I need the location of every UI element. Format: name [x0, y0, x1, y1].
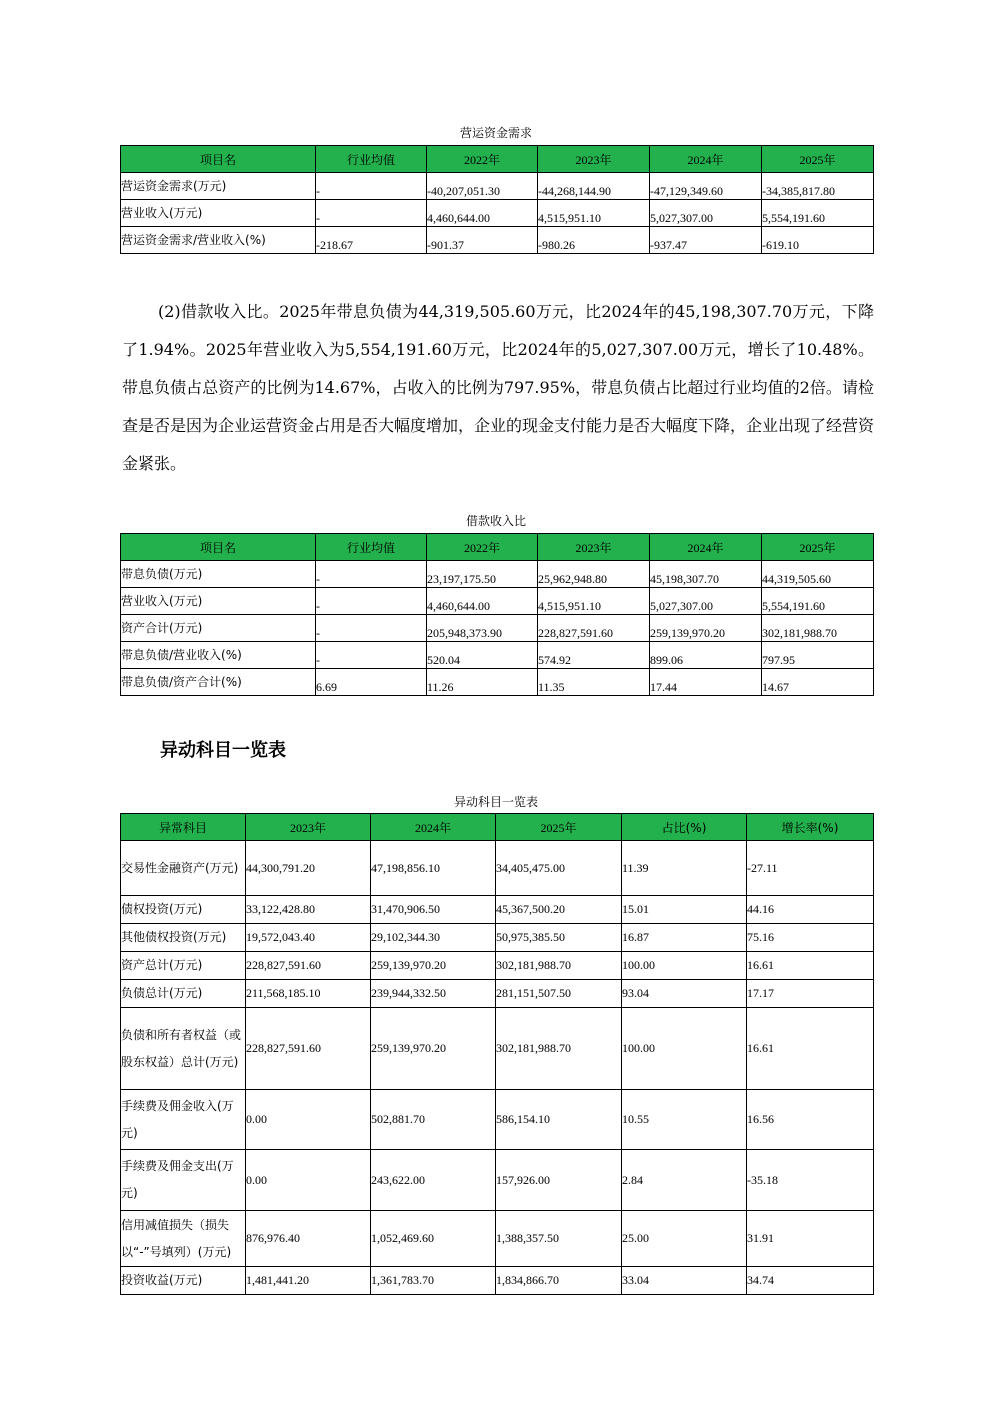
cell-value: 17.17 [747, 980, 874, 1008]
cell-value: 17.44 [650, 669, 762, 696]
cell-value: 11.39 [622, 841, 747, 896]
cell-value: 1,052,469.60 [371, 1211, 496, 1267]
table-row [121, 980, 874, 1008]
table-row [121, 1211, 874, 1267]
cell-value: 228,827,591.60 [538, 615, 650, 642]
cell-value: 899.06 [650, 642, 762, 669]
table-row [121, 227, 874, 254]
table-row [121, 896, 874, 924]
table-row [121, 669, 874, 696]
cell-value: 5,027,307.00 [650, 588, 762, 615]
cell-value: 50,975,385.50 [496, 924, 622, 952]
cell-value: 0.00 [246, 1090, 371, 1150]
cell-value: 259,139,970.20 [650, 615, 762, 642]
cell-value: 14.67 [762, 669, 874, 696]
col-header-share: 占比(%) [622, 814, 747, 841]
row-label: 营运资金需求/营业收入(%) [121, 227, 316, 254]
col-header-2024: 2024年 [650, 146, 762, 173]
table-row [121, 200, 874, 227]
paragraph-text: (2)借款收入比。2025年带息负债为44,319,505.60万元，比2024年的45,198,307.70万元，下降了1.94%。2025年营业收入为5,554,191.60万元，比2024年的5,027,307.00万元，增长了10.48%。带息负债占总资产的比例为14.67%，占收入的比例为797.95%，带息负债占比超过行业均值的2倍。请检查是否是因为企业运营资金占用是否大幅度增加，企业的现金支付能力是否大幅度下降，企业出现了经营资金紧张。 [122, 302, 875, 473]
debt-revenue-table [120, 533, 874, 696]
cell-value: 16.61 [747, 1008, 874, 1090]
cell-value: 2.84 [622, 1150, 747, 1211]
cell-value: 33.04 [622, 1267, 747, 1295]
col-header-growth: 增长率(%) [747, 814, 874, 841]
cell-value: 16.87 [622, 924, 747, 952]
cell-value: - [316, 200, 427, 227]
cell-value: 44.16 [747, 896, 874, 924]
cell-value: - [316, 615, 427, 642]
cell-value: 5,554,191.60 [762, 200, 874, 227]
cell-value: 797.95 [762, 642, 874, 669]
row-label: 资产合计(万元) [121, 615, 316, 642]
table-row [121, 615, 874, 642]
analysis-paragraph [122, 293, 874, 483]
cell-value: 6.69 [316, 669, 427, 696]
col-header-2025: 2025年 [762, 534, 874, 561]
cell-value: 93.04 [622, 980, 747, 1008]
cell-value: 1,361,783.70 [371, 1267, 496, 1295]
cell-value: -47,129,349.60 [650, 173, 762, 200]
cell-value: 44,319,505.60 [762, 561, 874, 588]
cell-value: 4,460,644.00 [427, 200, 538, 227]
table2-caption: 借款收入比 [465, 514, 526, 528]
cell-value: - [316, 173, 427, 200]
table-row [121, 173, 874, 200]
row-label: 手续费及佣金支出(万元) [121, 1150, 246, 1211]
cell-value: -35.18 [747, 1150, 874, 1211]
row-label: 手续费及佣金收入(万元) [121, 1090, 246, 1150]
cell-value: 586,154.10 [496, 1090, 622, 1150]
cell-value: 31,470,906.50 [371, 896, 496, 924]
cell-value: 302,181,988.70 [762, 615, 874, 642]
cell-value: 157,926.00 [496, 1150, 622, 1211]
table-row [121, 1008, 874, 1090]
cell-value: 0.00 [246, 1150, 371, 1211]
col-header-2023: 2023年 [538, 146, 650, 173]
cell-value: 29,102,344.30 [371, 924, 496, 952]
table-row [121, 1090, 874, 1150]
cell-value: 4,460,644.00 [427, 588, 538, 615]
cell-value: 502,881.70 [371, 1090, 496, 1150]
cell-value: -44,268,144.90 [538, 173, 650, 200]
cell-value: 10.55 [622, 1090, 747, 1150]
col-header-item: 项目名 [121, 534, 316, 561]
cell-value: -218.67 [316, 227, 427, 254]
col-header-2023: 2023年 [538, 534, 650, 561]
cell-value: 45,198,307.70 [650, 561, 762, 588]
cell-value: 5,027,307.00 [650, 200, 762, 227]
col-header-industry-avg: 行业均值 [316, 534, 427, 561]
cell-value: -34,385,817.80 [762, 173, 874, 200]
row-label: 带息负债/资产合计(%) [121, 669, 316, 696]
cell-value: 211,568,185.10 [246, 980, 371, 1008]
cell-value: 15.01 [622, 896, 747, 924]
col-header-2024: 2024年 [371, 814, 496, 841]
row-label: 投资收益(万元) [121, 1267, 246, 1295]
cell-value: 16.61 [747, 952, 874, 980]
cell-value: 19,572,043.40 [246, 924, 371, 952]
row-label: 资产总计(万元) [121, 952, 246, 980]
cell-value: 33,122,428.80 [246, 896, 371, 924]
table-row [121, 1150, 874, 1211]
cell-value: 5,554,191.60 [762, 588, 874, 615]
table1-caption: 营运资金需求 [459, 126, 532, 140]
cell-value: -901.37 [427, 227, 538, 254]
cell-value: 23,197,175.50 [427, 561, 538, 588]
cell-value: -980.26 [538, 227, 650, 254]
section-heading: 异动科目一览表 [160, 740, 286, 761]
cell-value: -937.47 [650, 227, 762, 254]
col-header-2025: 2025年 [762, 146, 874, 173]
cell-value: 259,139,970.20 [371, 1008, 496, 1090]
cell-value: 302,181,988.70 [496, 1008, 622, 1090]
row-label: 营业收入(万元) [121, 200, 316, 227]
cell-value: 31.91 [747, 1211, 874, 1267]
col-header-2022: 2022年 [427, 146, 538, 173]
cell-value: 228,827,591.60 [246, 1008, 371, 1090]
table-row [121, 841, 874, 896]
table-row [121, 561, 874, 588]
cell-value: 1,834,866.70 [496, 1267, 622, 1295]
cell-value: 876,976.40 [246, 1211, 371, 1267]
cell-value: 281,151,507.50 [496, 980, 622, 1008]
row-label: 带息负债/营业收入(%) [121, 642, 316, 669]
cell-value: 47,198,856.10 [371, 841, 496, 896]
table-row [121, 952, 874, 980]
col-header-2023: 2023年 [246, 814, 371, 841]
cell-value: 520.04 [427, 642, 538, 669]
header-row [121, 146, 874, 173]
cell-value: 259,139,970.20 [371, 952, 496, 980]
col-header-item: 异常科目 [121, 814, 246, 841]
row-label: 信用减值损失（损失以“-”号填列）(万元) [121, 1211, 246, 1267]
cell-value: - [316, 642, 427, 669]
row-label: 其他债权投资(万元) [121, 924, 246, 952]
cell-value: 1,481,441.20 [246, 1267, 371, 1295]
cell-value: - [316, 561, 427, 588]
row-label: 营运资金需求(万元) [121, 173, 316, 200]
header-row [121, 534, 874, 561]
cell-value: 4,515,951.10 [538, 588, 650, 615]
table-row [121, 588, 874, 615]
row-label: 负债和所有者权益（或股东权益）总计(万元) [121, 1008, 246, 1090]
col-header-industry-avg: 行业均值 [316, 146, 427, 173]
cell-value: -40,207,051.30 [427, 173, 538, 200]
cell-value: -27.11 [747, 841, 874, 896]
col-header-item: 项目名 [121, 146, 316, 173]
cell-value: 34,405,475.00 [496, 841, 622, 896]
cell-value: 228,827,591.60 [246, 952, 371, 980]
cell-value: 75.16 [747, 924, 874, 952]
cell-value: 25,962,948.80 [538, 561, 650, 588]
table3-caption: 异动科目一览表 [453, 795, 538, 809]
row-label: 交易性金融资产(万元) [121, 841, 246, 896]
row-label: 负债总计(万元) [121, 980, 246, 1008]
cell-value: 100.00 [622, 1008, 747, 1090]
cell-value: 11.35 [538, 669, 650, 696]
cell-value: 243,622.00 [371, 1150, 496, 1211]
working-capital-table [120, 145, 874, 254]
table-row [121, 1267, 874, 1295]
cell-value: 34.74 [747, 1267, 874, 1295]
cell-value: 44,300,791.20 [246, 841, 371, 896]
col-header-2025: 2025年 [496, 814, 622, 841]
cell-value: 574.92 [538, 642, 650, 669]
cell-value: 11.26 [427, 669, 538, 696]
row-label: 营业收入(万元) [121, 588, 316, 615]
col-header-2024: 2024年 [650, 534, 762, 561]
cell-value: 302,181,988.70 [496, 952, 622, 980]
cell-value: - [316, 588, 427, 615]
table-row [121, 924, 874, 952]
cell-value: 205,948,373.90 [427, 615, 538, 642]
row-label: 带息负债(万元) [121, 561, 316, 588]
cell-value: 239,944,332.50 [371, 980, 496, 1008]
cell-value: 100.00 [622, 952, 747, 980]
header-row [121, 814, 874, 841]
cell-value: 25.00 [622, 1211, 747, 1267]
cell-value: -619.10 [762, 227, 874, 254]
table-row [121, 642, 874, 669]
cell-value: 16.56 [747, 1090, 874, 1150]
col-header-2022: 2022年 [427, 534, 538, 561]
row-label: 债权投资(万元) [121, 896, 246, 924]
cell-value: 4,515,951.10 [538, 200, 650, 227]
abnormal-items-table [120, 813, 874, 1295]
cell-value: 1,388,357.50 [496, 1211, 622, 1267]
cell-value: 45,367,500.20 [496, 896, 622, 924]
